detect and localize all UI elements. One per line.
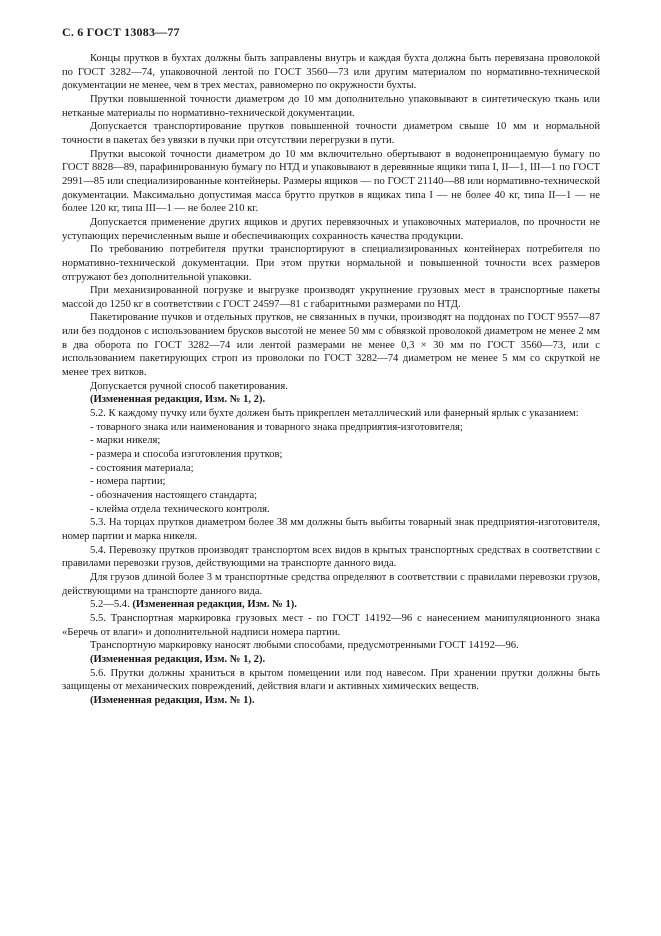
amendment-note-5-2-5-4 [62, 598, 600, 612]
paragraph: Допускается ручной способ пакетирования. [90, 380, 288, 392]
clause-5-3: 5.3. На торцах прутков диаметром более 38 мм должны быть выбиты товарный знак предприятия-изготовителя, номер партии и марка никеля. [62, 517, 600, 542]
clause-range: 5.2—5.4. [90, 599, 130, 611]
list-item: - состояния материала; [62, 462, 600, 476]
paragraph: Пакетирование пучков и отдельных прутков, не связанных в пучки, производят на поддонах по ГОСТ 9557—87 или без поддонов с использованием брусков высотой не менее 50 мм с обвязкой проволокой диаметром не менее 2 мм в два оборота по ГОСТ 3282—74 или лентой размерами не менее 0,3 × 30 мм по ГОСТ 3560—73, или с использованием пакетирующих строп из проволоки по ГОСТ 3282—74 диаметром не менее 5 мм со скруткой не менее трех витков. [62, 312, 600, 379]
list-item: - товарного знака или наименования и товарного знака предприятия-изготовителя; [62, 421, 600, 435]
list-item: - марки никеля; [62, 434, 600, 448]
paragraph: Прутки повышенной точности диаметром до 10 мм дополнительно упаковывают в синтетическую ткань или нетканые материалы по нормативно-технической документации. [62, 93, 600, 119]
paragraph: Концы прутков в бухтах должны быть заправлены внутрь и каждая бухта должна быть перевязана проволокой по ГОСТ 3282—74, упаковочной лентой по ГОСТ 3560—73 или другим материалом по нормативно-технической документации не менее, чем в трех местах, равномерно по окружности бухты. [62, 53, 600, 92]
clause-5-6: 5.6. Прутки должны храниться в крытом помещении или под навесом. При хранении прутки должны быть защищены от механических повреждений, действия влаги и активных химических веществ. [62, 667, 600, 693]
clause-5-5: 5.5. Транспортная маркировка грузовых мест - по ГОСТ 14192—96 с нанесением манипуляционного знака «Беречь от влаги» и дополнительной надписи номера партии. [62, 612, 600, 638]
amendment-note: (Измененная редакция, Изм. № 1, 2). [90, 394, 266, 406]
amendment-text: (Измененная редакция, Изм. № 1). [132, 599, 297, 611]
paragraph: По требованию потребителя прутки транспортируют в специализированных контейнерах потребителя по нормативно-технической документации. При этом прутки нормальной и повышенной точности всех размеров отгружают без дополнительной упаковки. [62, 244, 600, 283]
list-item: - размера и способа изготовления прутков; [62, 448, 600, 462]
paragraph: Для грузов длиной более 3 м транспортные средства определяют в соответствии с правилами перевозки грузов, действующими на транспорте данного вида. [62, 571, 600, 597]
paragraph: Прутки высокой точности диаметром до 10 мм включительно обертывают в водонепроницаемую бумагу по ГОСТ 8828—89, парафинированную бумагу по НТД и упаковывают в деревянные ящики типа I, II—1, III—1 по ГОСТ 2991—85 или специализированные контейнеры. Размеры ящиков — по ГОСТ 21140—88 или нормативно-технической документации. Максимально допустимая масса брутто прутков в ящиках типа I — не более 40 кг, типа II—1 — не более 120 кг, типа III—1 — не более 210 кг. [62, 148, 600, 215]
list-item: - обозначения настоящего стандарта; [62, 489, 600, 503]
amendment-note: (Измененная редакция, Изм. № 1). [90, 694, 255, 706]
paragraph: Транспортную маркировку наносят любыми способами, предусмотренными ГОСТ 14192—96. [90, 640, 519, 652]
page-header: С. 6 ГОСТ 13083—77 [62, 25, 180, 39]
clause-5-4: 5.4. Перевозку прутков производят транспортом всех видов в крытых транспортных средствах в соответствии с правилами перевозки грузов, действующими на транспорте данного вида. [62, 544, 600, 570]
paragraph: При механизированной погрузке и выгрузке производят укрупнение грузовых мест в транспортные пакеты массой до 1250 кг в соответствии с ГОСТ 24597—81 с габаритными размерами по НТД. [62, 285, 600, 310]
list-item: - клейма отдела технического контроля. [62, 503, 600, 517]
document-body [62, 52, 600, 708]
amendment-note: (Измененная редакция, Изм. № 1, 2). [90, 653, 266, 665]
clause-5-2: 5.2. К каждому пучку или бухте должен быть прикреплен металлический или фанерный ярлык с указанием: [90, 408, 579, 420]
label-contents-list [62, 421, 600, 517]
paragraph: Допускается транспортирование прутков повышенной точности диаметром свыше 10 мм и нормальной точности в пакетах без увязки в пучки при отсутствии перегрузки в пути. [62, 121, 600, 146]
list-item: - номера партии; [62, 475, 600, 489]
paragraph: Допускается применение других ящиков и других перевязочных и упаковочных материалов, по прочности не уступающих перечисленным выше и обеспечивающих сохранность качества продукции. [62, 216, 600, 242]
